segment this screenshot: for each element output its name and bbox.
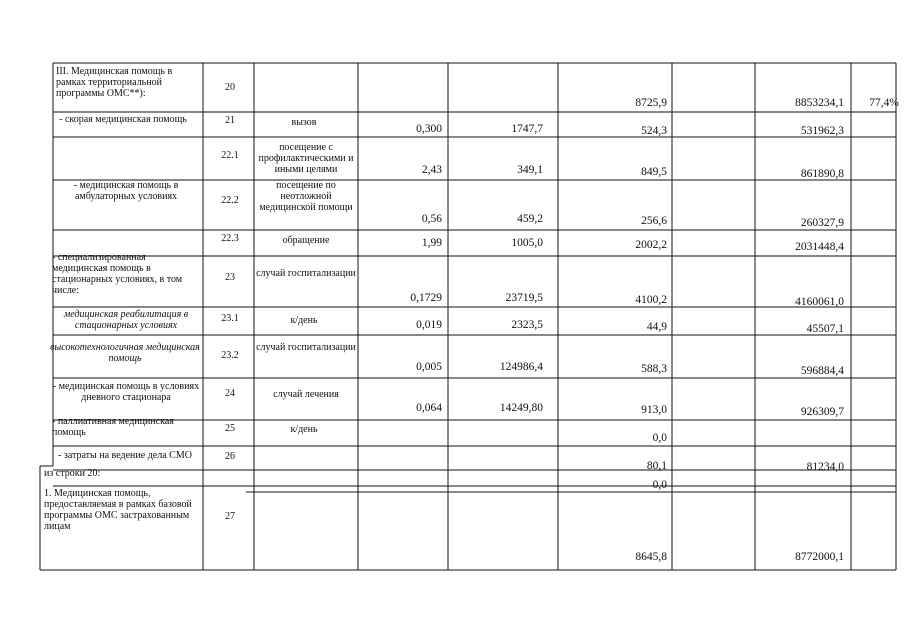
row-24-value-4: 913,0 (641, 404, 667, 416)
row-22-2-value-6: 260327,9 (800, 217, 844, 229)
row-26-name: - затраты на ведение дела СМО (58, 450, 192, 461)
row-21-value-2: 0,300 (416, 123, 442, 135)
row-22-2-code: 22.2 (221, 195, 239, 206)
row-22-2-value-4: 256,6 (641, 215, 667, 227)
row-20-value-6: 8853234,1 (795, 97, 844, 109)
row-22-3-unit: обращение (282, 235, 330, 246)
row-27-value-4: 8645,8 (635, 551, 667, 563)
row-23-2-name: высокотехнологичная медицинская помощь (50, 342, 200, 364)
row-21-unit: вызов (291, 117, 317, 128)
row-22-1-code: 22.1 (221, 150, 239, 161)
row-23-1-value-2: 0,019 (416, 319, 442, 331)
row-23-2-code: 23.2 (221, 350, 239, 361)
row-23-1-value-6: 45507,1 (806, 323, 844, 335)
row-21-code: 21 (225, 115, 235, 126)
row-from-20-label: из строки 20: (44, 468, 101, 479)
row-23-value-2: 0,1729 (410, 292, 442, 304)
row-23-value-3: 23719,5 (505, 292, 543, 304)
row-22-3-code: 22.3 (221, 233, 239, 244)
row-23-1-value-3: 2323,5 (511, 319, 543, 331)
row-22-3-value-6: 2031448,4 (795, 241, 844, 253)
row-22-3-value-3: 1005,0 (511, 237, 543, 249)
row-20-value-4: 8725,9 (635, 97, 667, 109)
row-24-code: 24 (225, 388, 235, 399)
row-23-code: 23 (225, 272, 235, 283)
row-23-2-value-2: 0,005 (416, 361, 442, 373)
row-23-value-6: 4160061,0 (795, 296, 844, 308)
row-26-code: 26 (225, 451, 235, 462)
row-23-value-4: 4100,2 (635, 294, 667, 306)
row-25-unit: к/день (290, 424, 318, 435)
row-22-2-unit: посещение по неотложной медицинской помощи (259, 180, 353, 213)
row-from-20-value-4: 0,0 (652, 479, 667, 491)
row-23-2-unit: случай госпитализации (256, 342, 356, 353)
row-23-2-value-4: 588,3 (641, 363, 667, 375)
row-24-name: - медицинская помощь в условиях дневного стационара (52, 381, 200, 403)
row-23-2-value-6: 596884,4 (800, 365, 844, 377)
row-27-value-6: 8772000,1 (795, 551, 844, 563)
row-22-1-value-4: 849,5 (641, 166, 667, 178)
row-20-name: III. Медицинская помощь в рамках территориальной программы ОМС**): (56, 66, 173, 99)
row-23-1-unit: к/день (290, 315, 318, 326)
row-23-unit: случай госпитализации (256, 268, 356, 279)
row-21-value-6: 531962,3 (800, 125, 844, 137)
row-24-unit: случай лечения (273, 389, 339, 400)
row-22-1-value-6: 861890,8 (800, 168, 844, 180)
row-23-name: - специализированная медицинская помощь в стационарных условиях, в том числе: (52, 252, 183, 296)
row-22-1-value-3: 349,1 (517, 164, 543, 176)
row-20-code: 20 (225, 82, 235, 93)
row-23-2-value-3: 124986,4 (499, 361, 543, 373)
row-22-2-value-3: 459,2 (517, 213, 543, 225)
row-24-value-3: 14249,80 (499, 402, 543, 414)
row-25-code: 25 (225, 423, 235, 434)
row-24-value-6: 926309,7 (800, 406, 844, 418)
row-23-1-value-4: 44,9 (646, 321, 667, 333)
row-25-value-4: 0,0 (652, 432, 667, 444)
row-22-3-value-2: 1,99 (421, 237, 442, 249)
row-21-name: - скорая медицинская помощь (59, 114, 187, 125)
row-22-1-unit: посещение с профилактическими и иными целями (258, 142, 354, 175)
row-24-value-2: 0,064 (416, 402, 442, 414)
row-21-value-3: 1747,7 (511, 123, 543, 135)
row-27-name: 1. Медицинская помощь, предоставляемая в рамках базовой программы ОМС застрахованным лицам (44, 488, 192, 532)
row-27-code: 27 (225, 511, 235, 522)
row-21-value-4: 524,3 (641, 125, 667, 137)
row-25-name: - паллиативная медицинская помощь (52, 416, 174, 438)
row-26-value-6: 81234,0 (806, 461, 844, 473)
row-22-1-value-2: 2,43 (421, 164, 442, 176)
row-22-name: - медицинская помощь в амбулаторных условиях (73, 180, 179, 202)
row-23-1-code: 23.1 (221, 313, 239, 324)
row-22-3-value-4: 2002,2 (635, 239, 667, 251)
row-22-2-value-2: 0,56 (421, 213, 442, 225)
row-23-1-name: медицинская реабилитация в стационарных условиях (63, 309, 189, 331)
row-20-value-7: 77,4% (869, 97, 899, 109)
row-26-value-4: 80,1 (646, 460, 667, 472)
